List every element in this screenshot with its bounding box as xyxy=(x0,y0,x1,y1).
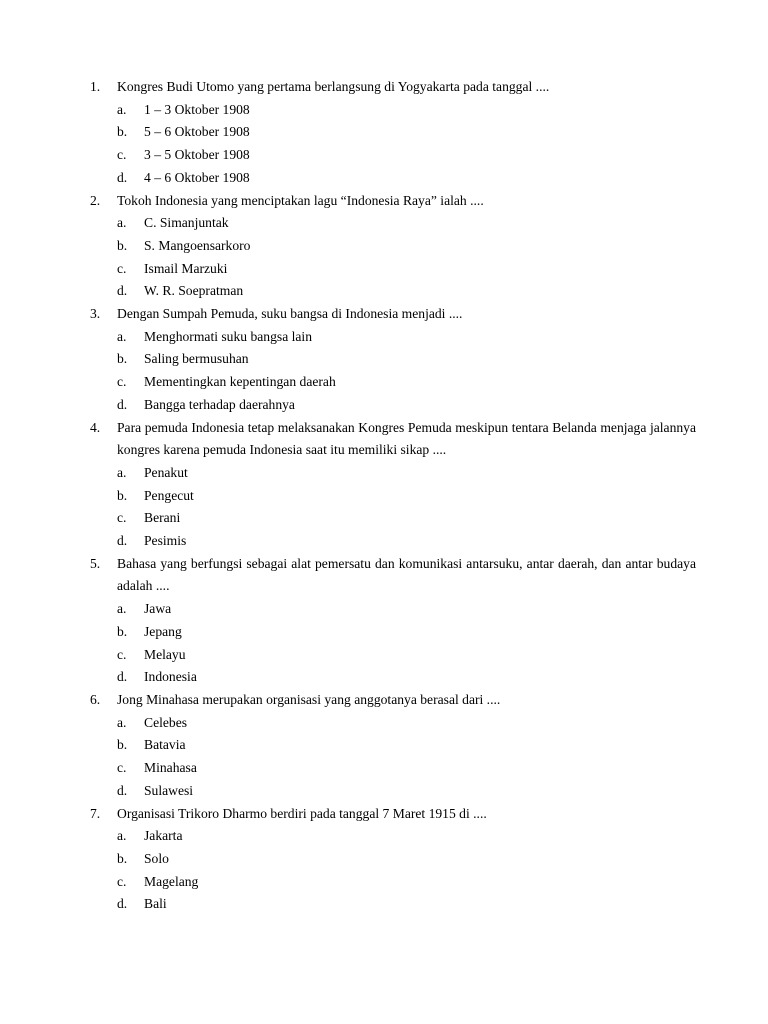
option-text: Melayu xyxy=(144,646,186,662)
answer-option xyxy=(90,893,696,916)
option-text: Jepang xyxy=(144,623,182,639)
question-number: 6. xyxy=(90,691,101,707)
option-text: S. Mangoensarkoro xyxy=(144,237,251,253)
question-item xyxy=(90,76,696,190)
answer-option xyxy=(90,258,696,281)
answer-option xyxy=(90,530,696,553)
answer-option xyxy=(90,280,696,303)
option-text: 3 – 5 Oktober 1908 xyxy=(144,147,250,163)
option-text: Indonesia xyxy=(144,669,197,685)
option-letter: a. xyxy=(117,714,127,730)
option-text: Bali xyxy=(144,896,167,912)
question-text: Kongres Budi Utomo yang pertama berlangsung di Yogyakarta pada tanggal .... xyxy=(117,79,550,94)
question-item xyxy=(90,190,696,304)
question-line xyxy=(90,417,696,462)
option-text: Bangga terhadap daerahnya xyxy=(144,396,295,412)
option-text: Mementingkan kepentingan daerah xyxy=(144,374,336,390)
question-number: 2. xyxy=(90,192,101,208)
question-line xyxy=(90,689,696,712)
option-letter: c. xyxy=(117,147,127,163)
option-letter: b. xyxy=(117,124,128,140)
option-letter: c. xyxy=(117,260,127,276)
question-text: Organisasi Trikoro Dharmo berdiri pada tanggal 7 Maret 1915 di .... xyxy=(117,805,487,821)
question-number: 1. xyxy=(90,79,101,94)
option-letter: a. xyxy=(117,328,127,344)
option-letter: d. xyxy=(117,396,128,412)
answer-option xyxy=(90,848,696,871)
answer-option xyxy=(90,757,696,780)
answer-option xyxy=(90,644,696,667)
answer-option xyxy=(90,621,696,644)
option-text: Pengecut xyxy=(144,487,194,503)
answer-option xyxy=(90,348,696,371)
question-text: Para pemuda Indonesia tetap melaksanakan Kongres Pemuda meskipun tentara Belanda menjaga jalannya kongres karena pemuda Indonesia saat itu memiliki sikap .... xyxy=(117,419,696,458)
answer-option xyxy=(90,326,696,349)
option-text: Sulawesi xyxy=(144,782,194,798)
question-item xyxy=(90,417,696,553)
option-letter: d. xyxy=(117,782,128,798)
question-item xyxy=(90,689,696,803)
answer-option xyxy=(90,144,696,167)
question-item xyxy=(90,553,696,689)
option-letter: b. xyxy=(117,237,128,253)
question-line xyxy=(90,76,696,99)
option-letter: a. xyxy=(117,601,127,617)
option-letter: d. xyxy=(117,896,128,912)
option-letter: c. xyxy=(117,374,127,390)
answer-option xyxy=(90,598,696,621)
option-letter: b. xyxy=(117,850,128,866)
option-letter: c. xyxy=(117,510,127,526)
question-item xyxy=(90,803,696,917)
option-text: Minahasa xyxy=(144,760,197,776)
question-line xyxy=(90,553,696,598)
option-letter: b. xyxy=(117,623,128,639)
option-text: Magelang xyxy=(144,873,199,889)
question-line xyxy=(90,190,696,213)
answer-option xyxy=(90,462,696,485)
answer-option xyxy=(90,734,696,757)
option-text: Celebes xyxy=(144,714,188,730)
question-line xyxy=(90,803,696,826)
option-letter: c. xyxy=(117,873,127,889)
option-letter: d. xyxy=(117,283,128,299)
answer-option xyxy=(90,371,696,394)
option-letter: a. xyxy=(117,215,127,231)
option-text: Pesimis xyxy=(144,533,187,549)
question-text: Bahasa yang berfungsi sebagai alat pemersatu dan komunikasi antarsuku, antar daerah, dan antar budaya adalah .... xyxy=(117,555,696,594)
question-number: 3. xyxy=(90,306,101,322)
option-letter: d. xyxy=(117,669,128,685)
question-number: 4. xyxy=(90,419,101,435)
answer-option xyxy=(90,99,696,122)
answer-option xyxy=(90,235,696,258)
option-text: 1 – 3 Oktober 1908 xyxy=(144,101,250,117)
question-item xyxy=(90,303,696,417)
answer-option xyxy=(90,666,696,689)
option-text: Berani xyxy=(144,510,181,526)
option-text: Jakarta xyxy=(144,828,183,844)
question-number: 5. xyxy=(90,555,101,571)
option-letter: a. xyxy=(117,828,127,844)
option-text: Saling bermusuhan xyxy=(144,351,249,367)
question-list xyxy=(90,76,696,916)
option-text: Ismail Marzuki xyxy=(144,260,228,276)
option-text: 4 – 6 Oktober 1908 xyxy=(144,169,250,185)
option-letter: b. xyxy=(117,351,128,367)
answer-option xyxy=(90,780,696,803)
answer-option xyxy=(90,212,696,235)
option-letter: a. xyxy=(117,464,127,480)
answer-option xyxy=(90,712,696,735)
answer-option xyxy=(90,507,696,530)
option-text: Menghormati suku bangsa lain xyxy=(144,328,313,344)
option-letter: b. xyxy=(117,487,128,503)
answer-option xyxy=(90,167,696,190)
option-letter: a. xyxy=(117,101,127,117)
option-text: Batavia xyxy=(144,737,186,753)
question-line xyxy=(90,303,696,326)
option-text: Jawa xyxy=(144,601,172,617)
option-text: Penakut xyxy=(144,464,188,480)
question-text: Tokoh Indonesia yang menciptakan lagu “Indonesia Raya” ialah .... xyxy=(117,192,484,208)
option-letter: c. xyxy=(117,760,127,776)
question-text: Dengan Sumpah Pemuda, suku bangsa di Indonesia menjadi .... xyxy=(117,306,463,322)
answer-option xyxy=(90,121,696,144)
answer-option xyxy=(90,394,696,417)
answer-option xyxy=(90,825,696,848)
question-number: 7. xyxy=(90,805,101,821)
question-text: Jong Minahasa merupakan organisasi yang anggotanya berasal dari .... xyxy=(117,691,501,707)
option-text: Solo xyxy=(144,850,169,866)
answer-option xyxy=(90,871,696,894)
option-letter: d. xyxy=(117,533,128,549)
option-text: W. R. Soepratman xyxy=(144,283,244,299)
answer-option xyxy=(90,485,696,508)
option-letter: b. xyxy=(117,737,128,753)
option-text: 5 – 6 Oktober 1908 xyxy=(144,124,250,140)
option-text: C. Simanjuntak xyxy=(144,215,229,231)
option-letter: c. xyxy=(117,646,127,662)
option-letter: d. xyxy=(117,169,128,185)
